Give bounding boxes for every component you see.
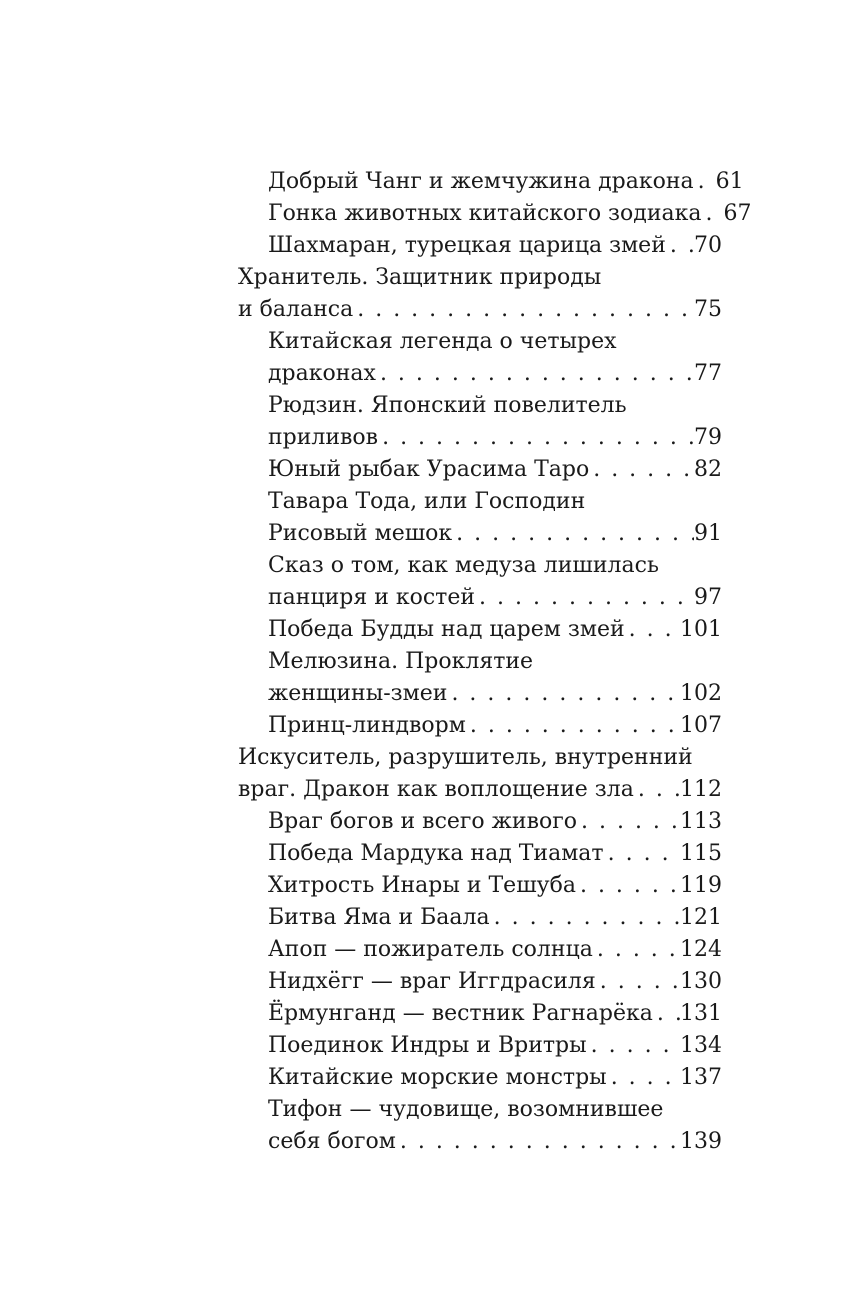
toc-entry-title: Апоп — пожиратель солнца xyxy=(268,937,593,962)
toc-entry xyxy=(238,870,722,902)
dot-leader xyxy=(475,582,694,614)
toc-entry xyxy=(238,326,722,390)
toc-page-number: 101 xyxy=(680,617,722,642)
toc-page-number: 112 xyxy=(680,777,722,802)
toc-entry-line xyxy=(268,230,722,262)
dot-leader xyxy=(607,1062,680,1094)
dot-leader xyxy=(666,230,694,262)
toc-entry-title: Победа Мардука над Тиамат xyxy=(268,841,604,866)
dot-leader xyxy=(378,422,694,454)
dot-leader xyxy=(596,966,680,998)
toc-entry-line xyxy=(268,422,722,454)
toc-page-number: 75 xyxy=(694,297,722,322)
toc-entry xyxy=(238,1030,722,1062)
toc-page-number: 97 xyxy=(694,585,722,610)
toc-entry-line xyxy=(268,934,722,966)
dot-leader xyxy=(576,870,680,902)
dot-leader xyxy=(625,614,680,646)
toc-entry-line xyxy=(268,678,722,710)
dot-leader xyxy=(589,454,694,486)
toc-entry-title: Рисовый мешок xyxy=(268,521,453,546)
toc-page-number: 131 xyxy=(680,1001,722,1026)
toc-entry xyxy=(238,1062,722,1094)
toc-entry-line xyxy=(268,518,722,550)
dot-leader xyxy=(452,518,694,550)
dot-leader xyxy=(653,998,680,1030)
toc-entry-title: Китайские морские монстры xyxy=(268,1065,607,1090)
toc-entry-title: Поединок Индры и Вритры xyxy=(268,1033,587,1058)
toc-page-number: 67 xyxy=(723,201,752,226)
toc-entry-title: Гонка животных китайского зодиака xyxy=(268,201,702,226)
toc-entry-line xyxy=(238,774,722,806)
dot-leader xyxy=(702,198,724,230)
toc-page-number: 82 xyxy=(694,457,722,482)
toc-entry-line xyxy=(268,902,722,934)
toc-page-number: 79 xyxy=(694,425,722,450)
toc-entry-title-line: Тавара Тода, или Господин xyxy=(268,489,586,514)
toc-entry-title: Победа Будды над царем змей xyxy=(268,617,625,642)
toc-entry xyxy=(238,550,722,614)
dot-leader xyxy=(593,934,680,966)
toc-entry-title-line: Искуситель, разрушитель, внутренний xyxy=(238,745,693,770)
toc-entry-title: панциря и костей xyxy=(268,585,476,610)
dot-leader xyxy=(587,1030,680,1062)
dot-leader xyxy=(694,166,716,198)
toc-section-entry xyxy=(238,742,722,806)
dot-leader xyxy=(447,678,680,710)
toc-entry xyxy=(238,934,722,966)
toc-entry-line xyxy=(268,454,722,486)
toc-page-number: 70 xyxy=(694,233,722,258)
toc-entry-line xyxy=(268,198,752,230)
dot-leader xyxy=(634,774,680,806)
toc-page-number: 113 xyxy=(680,809,722,834)
toc-entry-title-line: Китайская легенда о четырех xyxy=(268,329,617,354)
toc-entry-title: Принц-линдворм xyxy=(268,713,466,738)
toc-entry-line xyxy=(268,1030,722,1062)
toc-entry-title-line: Тифон — чудовище, возомнившее xyxy=(268,1097,664,1122)
dot-leader xyxy=(490,902,680,934)
toc-entry-line xyxy=(268,614,722,646)
toc-entry-title: приливов xyxy=(268,425,379,450)
toc-entry-title: Юный рыбак Урасима Таро xyxy=(268,457,590,482)
toc-entry xyxy=(238,486,722,550)
toc-entry xyxy=(238,1094,722,1158)
toc-entry-line xyxy=(268,358,722,390)
toc-page-number: 121 xyxy=(680,905,722,930)
toc-entry xyxy=(238,838,722,870)
toc-page-number: 137 xyxy=(680,1065,722,1090)
toc-entry-line xyxy=(268,838,722,870)
dot-leader xyxy=(396,1126,680,1158)
toc-entry xyxy=(238,198,752,230)
toc-entry-title: Шахмаран, турецкая царица змей xyxy=(268,233,666,258)
toc-entry xyxy=(238,966,722,998)
toc-entry xyxy=(238,166,744,198)
table-of-contents xyxy=(238,166,752,1158)
toc-entry-title: Хитрость Инары и Тешуба xyxy=(268,873,576,898)
toc-page-number: 115 xyxy=(680,841,722,866)
toc-entry xyxy=(238,902,722,934)
toc-page-number: 107 xyxy=(680,713,722,738)
toc-entry-title: драконах xyxy=(268,361,376,386)
toc-entry-title: враг. Дракон как воплощение зла xyxy=(238,777,634,802)
dot-leader xyxy=(466,710,680,742)
toc-entry-line xyxy=(268,166,744,198)
toc-page-number: 61 xyxy=(715,169,744,194)
dot-leader xyxy=(376,358,694,390)
toc-entry-line xyxy=(268,1126,722,1158)
toc-entry-line xyxy=(268,806,722,838)
toc-section-entry xyxy=(238,262,722,326)
toc-entry-title: Добрый Чанг и жемчужина дракона xyxy=(268,169,694,194)
toc-entry-title-line: Хранитель. Защитник природы xyxy=(238,265,602,290)
toc-entry xyxy=(238,646,722,710)
toc-entry-title: женщины-змеи xyxy=(268,681,448,706)
toc-page-number: 77 xyxy=(694,361,722,386)
toc-entry-line xyxy=(268,582,722,614)
dot-leader xyxy=(353,294,694,326)
toc-entry-line xyxy=(268,870,722,902)
toc-entry xyxy=(238,454,722,486)
toc-page-number: 102 xyxy=(680,681,722,706)
toc-entry xyxy=(238,998,722,1030)
toc-page-number: 139 xyxy=(680,1129,722,1154)
toc-page-number: 124 xyxy=(680,937,722,962)
toc-entry-title-line: Рюдзин. Японский повелитель xyxy=(268,393,627,418)
toc-page-number: 130 xyxy=(680,969,722,994)
toc-entry-title: Враг богов и всего живого xyxy=(268,809,577,834)
toc-entry-title-line: Мелюзина. Проклятие xyxy=(268,649,534,674)
toc-entry-title: Битва Яма и Баала xyxy=(268,905,490,930)
toc-entry xyxy=(238,390,722,454)
toc-entry xyxy=(238,614,722,646)
toc-page-number: 119 xyxy=(680,873,722,898)
toc-entry xyxy=(238,230,722,262)
toc-entry-line xyxy=(268,1062,722,1094)
toc-entry-title-line: Сказ о том, как медуза лишилась xyxy=(268,553,659,578)
toc-entry xyxy=(238,710,722,742)
toc-entry-title: Ёрмунганд — вестник Рагнарёка xyxy=(268,1001,653,1026)
toc-page-number: 134 xyxy=(680,1033,722,1058)
toc-page-number: 91 xyxy=(694,521,722,546)
toc-entry-title: и баланса xyxy=(238,297,354,322)
toc-entry-title: Нидхёгг — враг Иггдрасиля xyxy=(268,969,596,994)
toc-entry-title: себя богом xyxy=(268,1129,396,1154)
toc-entry xyxy=(238,806,722,838)
toc-entry-line xyxy=(268,998,722,1030)
dot-leader xyxy=(604,838,680,870)
toc-entry-line xyxy=(238,294,722,326)
dot-leader xyxy=(577,806,680,838)
toc-entry-line xyxy=(268,710,722,742)
toc-entry-line xyxy=(268,966,722,998)
